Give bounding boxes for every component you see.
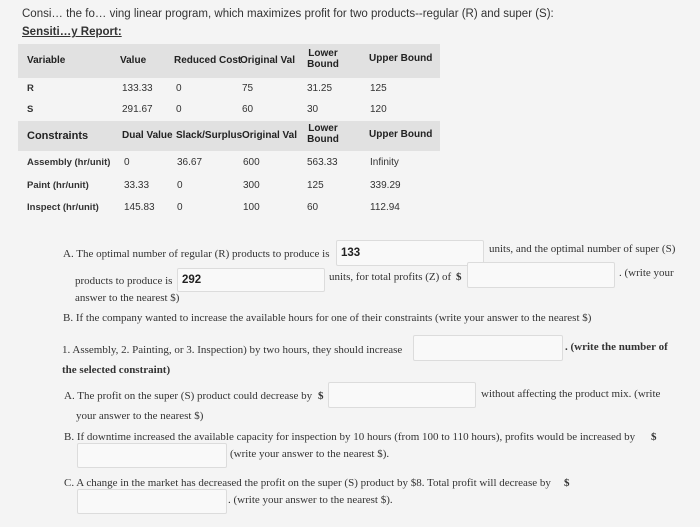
report-title: Sensiti…y Report:	[22, 26, 122, 38]
table-cell: Infinity	[370, 157, 399, 168]
question-sc-line2: . (write your answer to the nearest $).	[228, 494, 393, 506]
table-cell: 75	[242, 83, 254, 94]
profit-decrease-input[interactable]	[328, 382, 476, 408]
question-a-text: A. The optimal number of regular (R) products to produce is	[63, 248, 330, 260]
constraint-assembly: Assembly (hr/unit)	[27, 157, 111, 168]
col-original-val: Original Val	[240, 55, 296, 66]
col-value: Value	[120, 55, 147, 66]
col-upper-bound: Upper Bound	[369, 129, 433, 140]
table-cell: 0	[176, 83, 182, 94]
table-cell: 291.67	[122, 104, 153, 115]
table-cell: 339.29	[370, 180, 401, 191]
question-a-line2: products to produce is	[75, 275, 173, 287]
table-cell: 60	[307, 202, 319, 213]
dollar-sign: $	[564, 477, 570, 489]
variable-s: S	[27, 104, 34, 115]
dollar-sign: $	[651, 431, 657, 443]
question-1-line2: the selected constraint)	[62, 364, 171, 376]
table-cell: 133.33	[122, 83, 153, 94]
col-lower-bound: Lower Bound	[307, 123, 339, 145]
col-variable: Variable	[27, 55, 66, 66]
col-lower-bound: Lower Bound	[307, 48, 339, 70]
table-cell: 0	[177, 180, 183, 191]
question-sc-text: C. A change in the market has decreased the profit on the super (S) product by $8. Total profit will decrease by	[64, 477, 551, 489]
table-cell: 145.83	[124, 202, 155, 213]
question-b-text: B. If the company wanted to increase the available hours for one of their constraints (write your answer to the nearest $)	[63, 312, 592, 324]
table-cell: 60	[242, 104, 254, 115]
question-a-line2-end: . (write your	[619, 267, 674, 279]
dollar-sign: $	[456, 271, 462, 283]
question-sa-text: A. The profit on the super (S) product could decrease by	[64, 390, 313, 402]
problem-intro: Consi… the fo… ving linear program, which maximizes profit for two products--regular (R) and super (S):	[22, 8, 554, 20]
question-1-end: . (write the number of	[565, 341, 668, 353]
question-a-text-end: units, and the optimal number of super (S)	[489, 243, 676, 255]
table-cell: 120	[370, 104, 387, 115]
question-a-line2-mid: units, for total profits (Z) of	[329, 271, 452, 283]
question-1-text: 1. Assembly, 2. Painting, or 3. Inspection) by two hours, they should increase	[62, 344, 403, 356]
question-sa-end: without affecting the product mix. (write	[481, 388, 661, 400]
table-cell: 0	[124, 157, 130, 168]
table-cell: 563.33	[307, 157, 338, 168]
question-a-line3: answer to the nearest $)	[75, 292, 180, 304]
constraint-number-input[interactable]	[413, 335, 563, 361]
table-cell: 125	[307, 180, 324, 191]
answer-r-value: 133	[341, 247, 361, 259]
answer-z-input[interactable]	[467, 262, 615, 288]
total-profit-decrease-input[interactable]	[77, 489, 227, 514]
table-cell: 0	[176, 104, 182, 115]
answer-s-input[interactable]	[177, 268, 325, 292]
constraint-inspect: Inspect (hr/unit)	[27, 202, 99, 213]
inspection-profit-input[interactable]	[77, 443, 227, 468]
col-slack-surplus: Slack/Surplus	[176, 130, 243, 141]
question-sa-line2: your answer to the nearest $)	[76, 410, 204, 422]
dollar-sign: $	[318, 390, 324, 402]
col-constraints: Constraints	[27, 130, 89, 142]
table-cell: 33.33	[124, 180, 150, 191]
table-cell: 0	[177, 202, 183, 213]
answer-s-value: 292	[182, 274, 202, 286]
table-cell: 112.94	[370, 202, 400, 213]
col-reduced-cost: Reduced Cost	[174, 55, 242, 66]
table-cell: 300	[243, 180, 260, 191]
table-cell: 31.25	[307, 83, 333, 94]
question-sb-line2: (write your answer to the nearest $).	[230, 448, 390, 460]
answer-r-input[interactable]	[336, 240, 484, 266]
constraint-paint: Paint (hr/unit)	[27, 180, 89, 191]
col-upper-bound: Upper Bound	[369, 53, 433, 64]
variable-r: R	[27, 83, 34, 94]
table-cell: 125	[370, 83, 387, 94]
question-sb-text: B. If downtime increased the available capacity for inspection by 10 hours (from 100 to 110 hours), profits would be increased by	[64, 431, 636, 443]
table-cell: 30	[307, 104, 319, 115]
col-original-val: Original Val	[242, 130, 298, 141]
table-cell: 600	[243, 157, 260, 168]
col-dual-value: Dual Value	[122, 130, 173, 141]
table-cell: 100	[243, 202, 260, 213]
table-cell: 36.67	[177, 157, 203, 168]
